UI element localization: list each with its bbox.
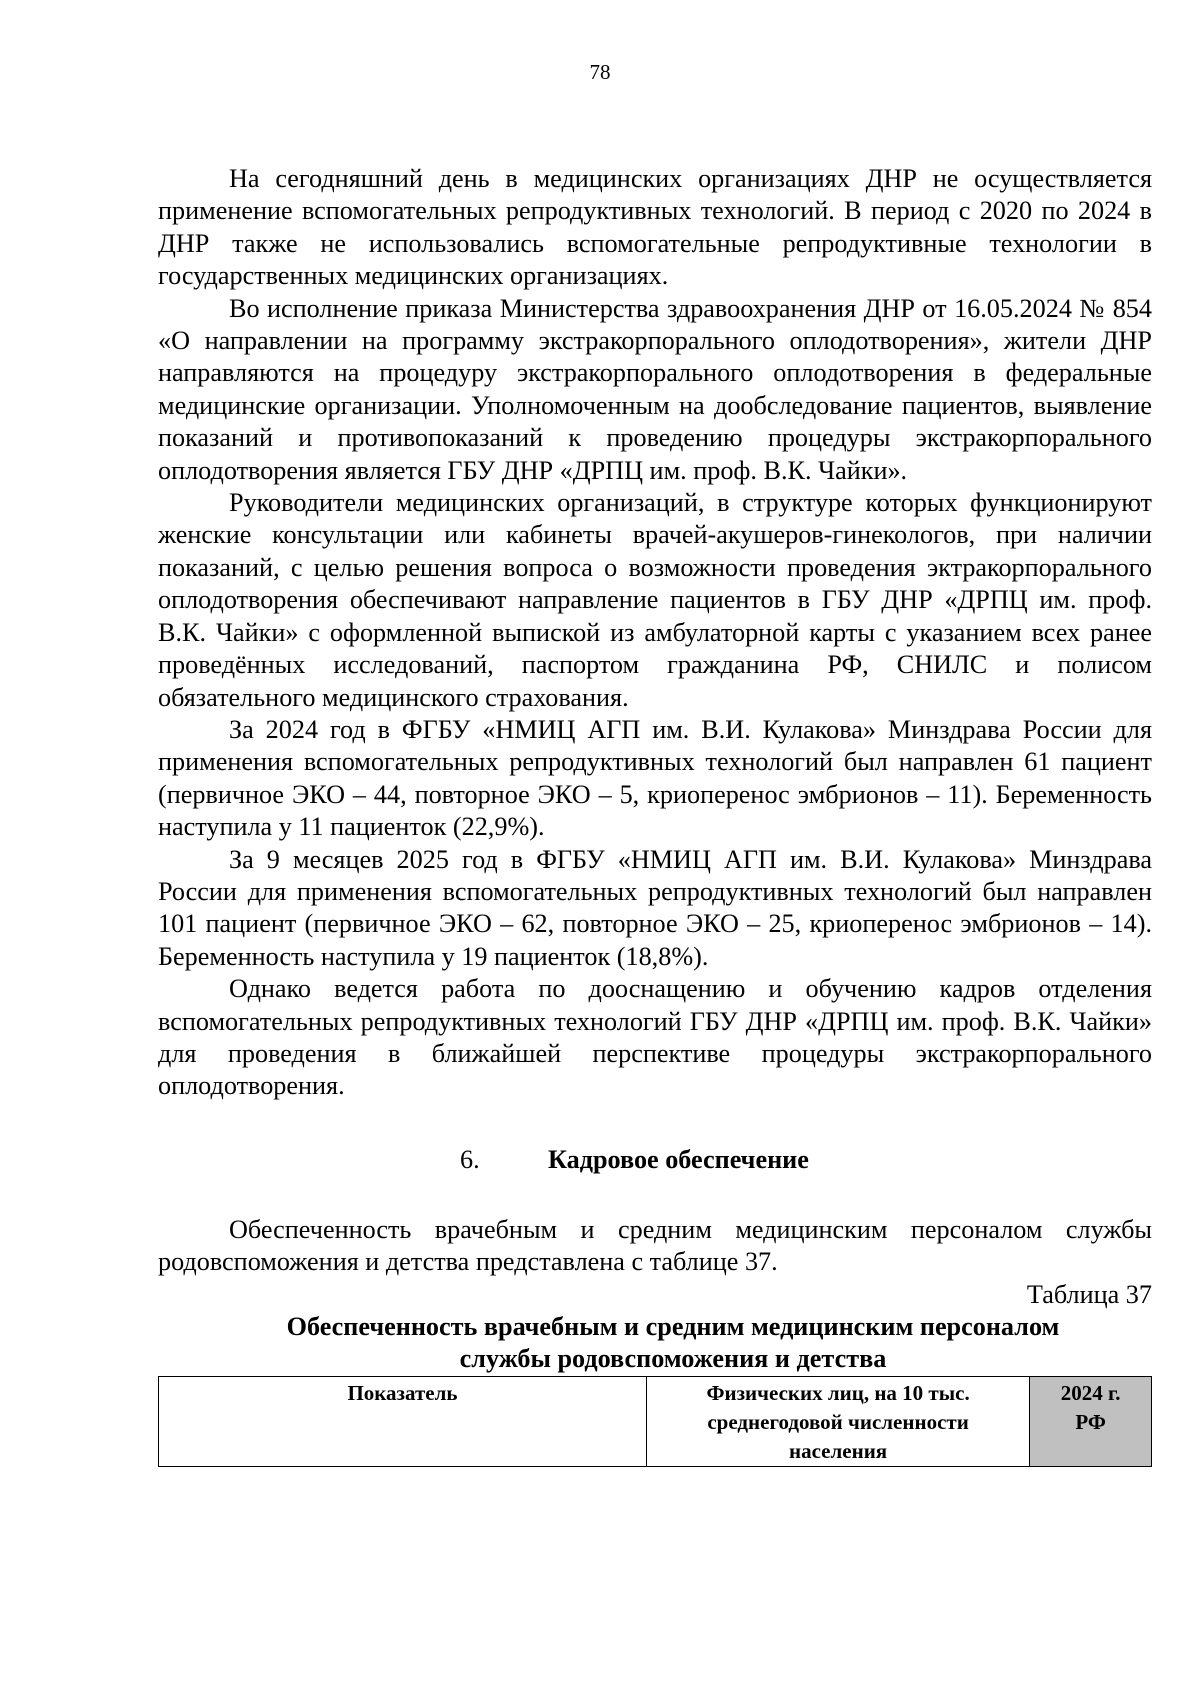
table-caption: Таблица 37 bbox=[1026, 1279, 1152, 1309]
header-per-10k-population bbox=[646, 1377, 1029, 1467]
table-title-line: Обеспеченность врачебным и средним медицинским персоналом bbox=[286, 1312, 1060, 1341]
header-line: 2024 г. bbox=[1060, 1381, 1121, 1405]
header-line: среднегодовой численности bbox=[707, 1410, 969, 1434]
paragraph-staffing-intro: Обеспеченность врачебным и средним медицинским персоналом службы родовспоможения и детства представлена с таблице 37. bbox=[158, 1214, 1152, 1277]
page-number: 78 bbox=[589, 60, 611, 84]
section-number: 6. bbox=[460, 1144, 480, 1174]
header-indicator: Показатель bbox=[159, 1377, 647, 1467]
document-body bbox=[158, 163, 1152, 1467]
table-header-row bbox=[159, 1377, 1152, 1467]
paragraph-2025-results: За 9 месяцев 2025 год в ФГБУ «НМИЦ АГП им. В.И. Кулакова» Минздрава России для применения вспомогательных репродуктивных технологий был направлен 101 пациент (первичное ЭКО – 62, повторное ЭКО – 25, криоперенос эмбрионов – 14). Беременность наступила у 19 пациенток (18,8%). bbox=[158, 844, 1152, 971]
paragraph-2024-results: За 2024 год в ФГБУ «НМИЦ АГП им. В.И. Кулакова» Минздрава России для применения вспомогательных репродуктивных технологий был направлен 61 пациент (первичное ЭКО – 44, повторное ЭКО – 5, криоперенос эмбрионов – 11). Беременность наступила у 11 пациенток (22,9%). bbox=[158, 714, 1152, 842]
paragraph-referral-procedure: Руководители медицинских организаций, в структуре которых функционируют женские консультации или кабинеты врачей-акушеров-гинекологов, при наличии показаний, с целью решения вопроса о возможности проведения эктракорпорального оплодотворения обеспечивают направление пациентов в ГБУ ДНР «ДРПЦ им. проф. В.К. Чайки» с оформленной выпиской из амбулаторной карты с указанием всех ранее проведённых исследований, паспортом гражданина РФ, СНИЛС и полисом обязательного медицинского страхования. bbox=[158, 488, 1152, 712]
header-line: РФ bbox=[1075, 1410, 1106, 1434]
paragraph-art-status: На сегодняшний день в медицинских организациях ДНР не осуществляется применение вспомогательных репродуктивных технологий. В период с 2020 по 2024 в ДНР также не использовались вспомогательные репродуктивные технологии в государственных медицинских организациях. bbox=[158, 164, 1152, 291]
section-title: Кадровое обеспечение bbox=[548, 1144, 809, 1174]
table-title bbox=[158, 1311, 1152, 1375]
table-title-line: службы родовспоможения и детства bbox=[459, 1344, 887, 1373]
header-2024-rf bbox=[1030, 1377, 1152, 1467]
paragraph-equipment-training: Однако ведется работа по дооснащению и обучению кадров отделения вспомогательных репродуктивных технологий ГБУ ДНР «ДРПЦ им. проф. В.К. Чайки» для проведения в ближайшей перспективе процедуры экстракорпорального оплодотворения. bbox=[158, 974, 1152, 1101]
header-line: Физических лиц, на 10 тыс. bbox=[706, 1381, 970, 1405]
paragraph-order-854: Во исполнение приказа Министерства здравоохранения ДНР от 16.05.2024 № 854 «О направлении на программу экстракорпорального оплодотворения», жители ДНР направляются на процедуру экстракорпорального оплодотворения в федеральные медицинские организации. Уполномоченным на дообследование пациентов, выявление показаний и противопоказаний к проведению процедуры экстракорпорального оплодотворения является ГБУ ДНР «ДРПЦ им. проф. В.К. Чайки». bbox=[158, 293, 1152, 485]
section-heading bbox=[158, 1144, 1152, 1176]
header-line: населения bbox=[789, 1439, 888, 1463]
staffing-table bbox=[158, 1376, 1152, 1467]
